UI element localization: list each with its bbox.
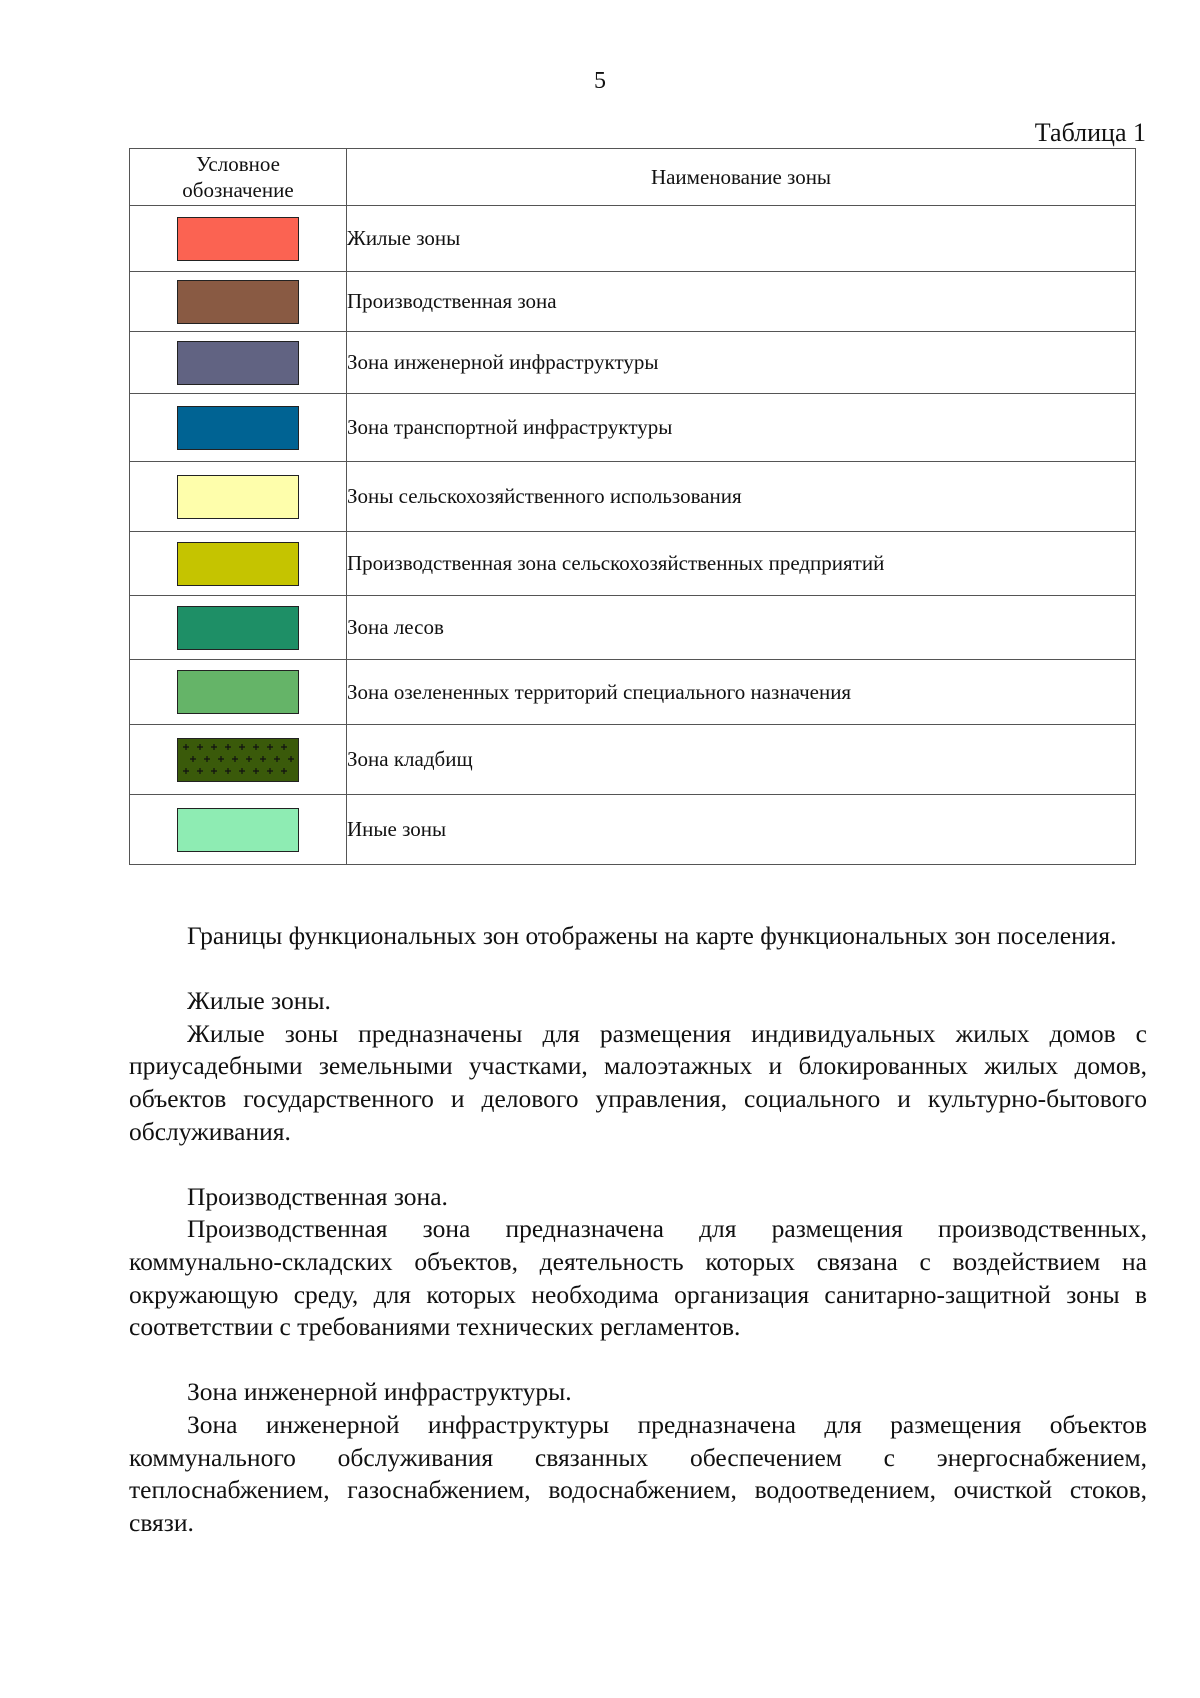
zone-name-cell: Производственная зона сельскохозяйственных предприятий (347, 532, 1136, 596)
legend-symbol-cell (130, 394, 347, 462)
paragraph: Производственная зона предназначена для размещения производственных, коммунально-складских объектов, деятельность которых связана с воздействием на окружающую среду, для которых необходима организация санитарно-защитной зоны в соответствии с требованиями технических регламентов. (129, 1214, 1147, 1342)
legend-symbol-cell (130, 596, 347, 660)
legend-swatch (177, 406, 299, 450)
zone-name-cell: Иные зоны (347, 795, 1136, 865)
paragraph: Жилые зоны предназначены для размещения индивидуальных жилых домов с приусадебными земельными участками, малоэтажных и блокированных жилых домов, объектов государственного и делового управления, социального и культурно-бытового обслуживания. (129, 1018, 1147, 1146)
zone-name-cell: Зона транспортной инфраструктуры (347, 394, 1136, 462)
zone-name-cell: Зона кладбищ (347, 725, 1136, 795)
table-row (130, 394, 1136, 462)
zone-name-cell: Зона лесов (347, 596, 1136, 660)
table-header-row (130, 149, 1136, 206)
legend-symbol-cell (130, 532, 347, 596)
table-row (130, 272, 1136, 332)
paragraph: Жилые зоны. (187, 986, 331, 1016)
legend-swatch (177, 280, 299, 324)
legend-symbol-cell (130, 272, 347, 332)
zone-name-cell: Жилые зоны (347, 206, 1136, 272)
header-symbol-line1: Условное (196, 152, 280, 176)
paragraph: Границы функциональных зон отображены на карте функциональных зон поселения. (187, 921, 1117, 950)
legend-symbol-cell (130, 795, 347, 865)
zone-name-cell: Зона озелененных территорий специального назначения (347, 660, 1136, 725)
legend-swatch (177, 808, 299, 852)
table-row (130, 660, 1136, 725)
header-zone-name: Наименование зоны (347, 149, 1136, 206)
paragraph: Производственная зона. (187, 1181, 448, 1211)
legend-symbol-cell (130, 332, 347, 394)
header-symbol (130, 149, 347, 206)
table-row (130, 462, 1136, 532)
table-row (130, 725, 1136, 795)
table-row (130, 795, 1136, 865)
legend-symbol-cell (130, 462, 347, 532)
legend-swatch (177, 542, 299, 586)
body-text (129, 920, 1147, 1539)
legend-symbol-cell (130, 660, 347, 725)
legend-swatch (177, 341, 299, 385)
table-row (130, 596, 1136, 660)
zone-rows (130, 206, 1136, 865)
zones-legend-table (129, 148, 1136, 865)
page-number (0, 68, 1200, 95)
table-row (130, 206, 1136, 272)
table-row (130, 332, 1136, 394)
legend-swatch (177, 606, 299, 650)
page-number-text: 5 (594, 68, 606, 94)
zone-name-cell: Зона инженерной инфраструктуры (347, 332, 1136, 394)
table-row (130, 532, 1136, 596)
paragraph: Зона инженерной инфраструктуры предназначена для размещения объектов коммунального обслуживания связанных обеспечением с энергоснабжением, теплоснабжением, газоснабжением, водоснабжением, водоотведением, очисткой стоков, связи. (129, 1409, 1147, 1537)
zone-name-cell: Зоны сельскохозяйственного использования (347, 462, 1136, 532)
legend-swatch (177, 670, 299, 714)
zone-name-cell: Производственная зона (347, 272, 1136, 332)
paragraph: Зона инженерной инфраструктуры. (187, 1377, 572, 1407)
legend-swatch (177, 475, 299, 519)
header-symbol-line2: обозначение (182, 178, 294, 202)
table-caption: Таблица 1 (1034, 118, 1146, 147)
legend-symbol-cell (130, 206, 347, 272)
legend-swatch (177, 217, 299, 261)
legend-swatch (177, 738, 299, 782)
legend-symbol-cell (130, 725, 347, 795)
